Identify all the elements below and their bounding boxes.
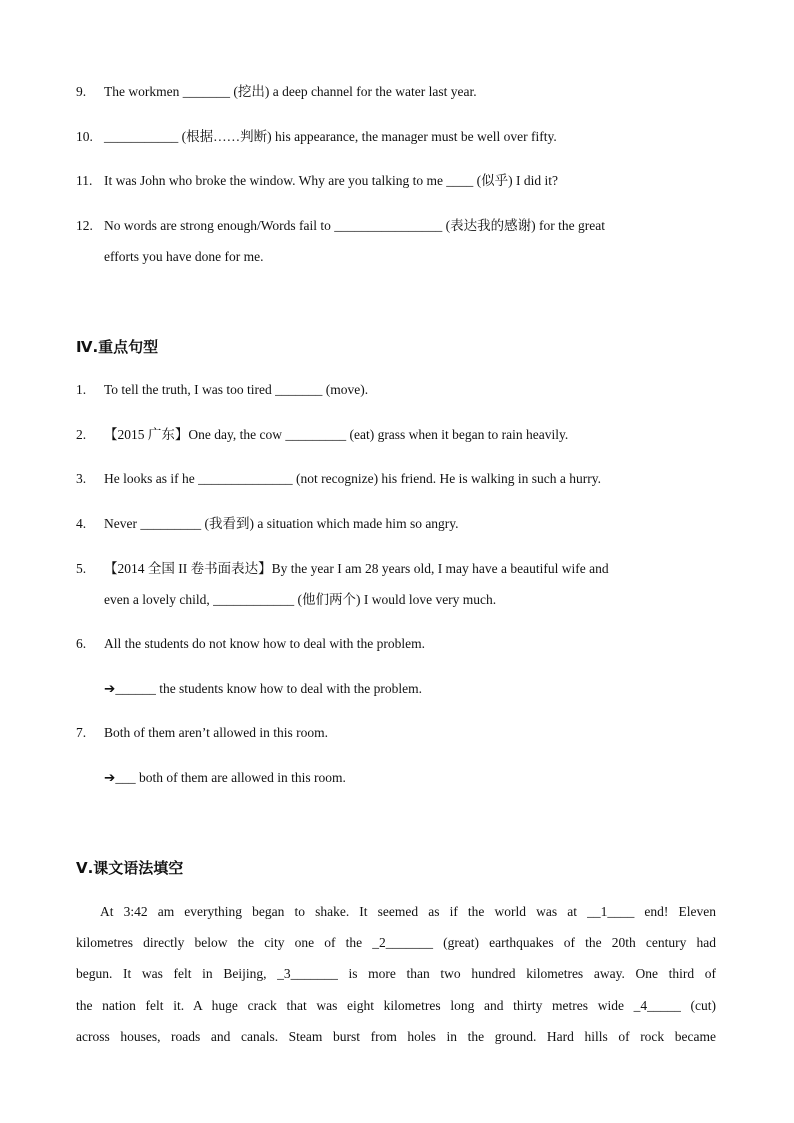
passage-line: kilometres directly below the city one of the _2_______ (great) earthquakes of the 20th century had [76,935,716,951]
exercise-item-12-continuation [104,241,716,272]
item-text-line2: even a lovely child, ____________ (他们两个) I would love very much. [104,592,497,607]
sentence-item-2 [76,419,716,450]
arrow-icon: ➔ [104,681,116,697]
item-text: All the students do not know how to deal with the problem. [104,636,425,651]
rewrite-line-6 [104,673,422,705]
item-number: 6. [76,636,87,651]
item-number: 4. [76,516,87,531]
item-text-line1: No words are strong enough/Words fail to ________________ (表达我的感谢) for the great [104,218,605,233]
sentence-item-5 [76,553,716,584]
item-text-line2: efforts you have done for me. [104,249,264,264]
item-number: 12. [76,218,93,233]
passage-line: begun. It was felt in Beijing, _3_______ is more than two hundred kilometres away. One third of [76,966,716,982]
item-number: 2. [76,427,87,442]
item-number: 11. [76,173,93,188]
exercise-item-12 [76,210,716,241]
item-text: The workmen _______ (挖出) a deep channel for the water last year. [104,84,477,99]
item-text: Both of them aren’t allowed in this room. [104,725,328,740]
item-text: ___________ (根据……判断) his appearance, the manager must be well over fifty. [104,129,557,144]
item-number: 10. [76,129,93,144]
item-text: He looks as if he ______________ (not recognize) his friend. He is walking in such a hurry. [104,471,602,486]
cloze-passage [76,896,716,1052]
exercise-item-11 [76,165,716,196]
sentence-item-5-continuation [104,584,716,615]
item-number: 1. [76,382,87,397]
section-heading-4: Ⅳ.重点句型 [76,338,159,356]
item-number: 9. [76,84,87,99]
item-text-line1: 【2014 全国 II 卷书面表达】By the year I am 28 years old, I may have a beautiful wife and [104,561,609,576]
passage-line: At 3:42 am everything began to shake. It seemed as if the world was at __1____ end! Eleven [100,904,716,919]
item-number: 5. [76,561,87,576]
sentence-item-1 [76,374,716,405]
section-heading-5: Ⅴ.课文语法填空 [76,859,184,877]
item-number: 7. [76,725,87,740]
rewrite-line-7 [104,762,346,794]
passage-line: across houses, roads and canals. Steam burst from holes in the ground. Hard hills of rock became [76,1028,716,1044]
item-text: It was John who broke the window. Why are you talking to me ____ (似乎) I did it? [104,173,559,188]
item-text: To tell the truth, I was too tired _______ (move). [104,382,369,397]
arrow-icon: ➔ [104,770,116,786]
rewrite-text: ______ the students know how to deal with the problem. [115,681,423,696]
item-text: Never _________ (我看到) a situation which made him so angry. [104,516,459,531]
sentence-item-3 [76,463,716,494]
sentence-item-4 [76,508,716,539]
sentence-item-7 [76,717,716,748]
item-text: 【2015 广东】One day, the cow _________ (eat) grass when it began to rain heavily. [104,427,569,442]
item-number: 3. [76,471,87,486]
exercise-item-10 [76,121,716,152]
exercise-item-9 [76,76,716,107]
rewrite-text: ___ both of them are allowed in this room. [115,770,346,785]
passage-line: the nation felt it. A huge crack that was eight kilometres long and thirty metres wide _4_____ (cut) [76,997,716,1013]
sentence-item-6 [76,628,716,659]
